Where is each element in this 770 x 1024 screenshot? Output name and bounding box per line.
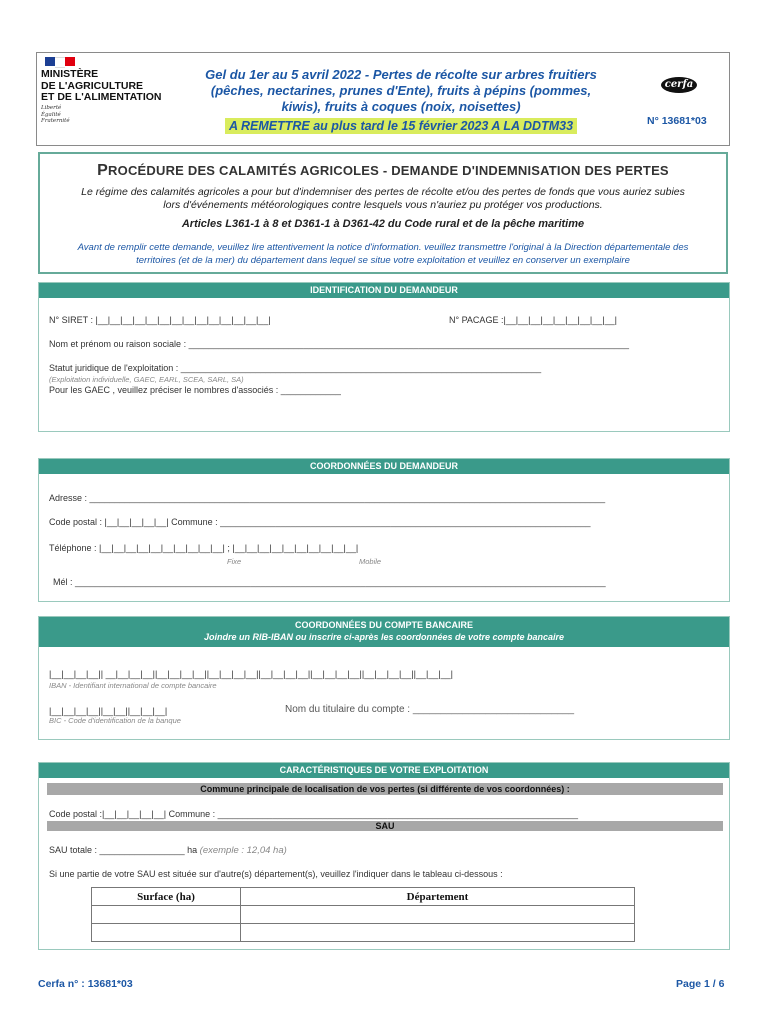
loss-postal-code-field[interactable]: Code postal :|__|__|__|__|__| Commune : ________________________________________________________________________ <box>49 809 579 819</box>
cerfa-logo: cerfa <box>661 77 697 93</box>
procedure-warning: Avant de remplir cette demande, veuillez lire attentivement la notice d'information. veuillez transmettre l'original à la Direction départementale des territoires (et de la mer) du département dans lequel se situe votre exploitation et veuillez en conserver un exemplaire <box>77 242 689 266</box>
deadline-notice: A REMETTRE au plus tard le 15 février 2023 A LA DDTM33 <box>171 119 631 133</box>
procedure-intro: Le régime des calamités agricoles a pour but d'indemniser des pertes de récolte et/ou des pertes de fonds que vous auriez subies lors d'événements météorologiques contre lesquels vous n'auriez pu protéger vos productions. <box>81 186 685 211</box>
pacage-field[interactable]: N° PACAGE :|__|__|__|__|__|__|__|__|__| <box>449 315 617 325</box>
marianne-logo <box>45 57 75 66</box>
page-number: Page 1 / 6 <box>676 978 725 990</box>
account-holder-field[interactable]: Nom du titulaire du compte : _____________________________ <box>285 704 575 715</box>
sau-example: (exemple : 12,04 ha) <box>199 845 287 856</box>
section-header <box>39 617 729 647</box>
gaec-associates-field[interactable]: Pour les GAEC , veuillez préciser le nombres d'associés : ____________ <box>49 385 341 395</box>
procedure-title: PROCÉDURE DES CALAMITÉS AGRICOLES - DEMANDE D'INDEMNISATION DES PERTES <box>97 162 669 179</box>
department-cell[interactable] <box>241 906 635 924</box>
bic-field[interactable]: |__|__|__|__||__|__||__|__|__| <box>49 706 168 716</box>
bic-hint: BIC - Code d'identification de la banque <box>49 716 181 725</box>
siret-field[interactable]: N° SIRET : |__|__|__|__|__|__|__|__|__|__|__|__|__|__| <box>49 315 271 325</box>
footer-cerfa-number: Cerfa n° : 13681*03 <box>38 978 133 990</box>
legal-articles: Articles L361-1 à 8 et D361-1 à D361-42 du Code rural et de la pêche maritime <box>181 218 585 230</box>
iban-hint: IBAN - Identifiant international de compte bancaire <box>49 681 217 690</box>
section-title: COORDONNÉES DU COMPTE BANCAIRE <box>294 620 473 630</box>
section-title: IDENTIFICATION DU DEMANDEUR <box>39 283 729 298</box>
iban-field[interactable]: |__|__|__|__|| __|__|__|__||__|__|__|__||__|__|__|__||__|__|__|__||__|__|__|__||__|__|__|__||__|__|__| <box>49 669 454 679</box>
phone-mobile-label: Mobile <box>359 557 382 566</box>
commune-bar: Commune principale de localisation de vos pertes (si différente de vos coordonnées) : <box>47 783 723 795</box>
republic-motto: Liberté Égalité Fraternité <box>41 105 70 124</box>
procedure-box <box>38 152 728 274</box>
email-field[interactable]: Mél : __________________________________________________________________________________________________________ <box>53 577 606 587</box>
ministry-name: MINISTÈRE DE L'AGRICULTURE ET DE L'ALIMENTATION <box>41 68 162 103</box>
sau-note: Si une partie de votre SAU est située sur d'autre(s) département(s), veuillez l'indiquer dans le tableau ci-dessous : <box>49 869 503 879</box>
surface-cell[interactable] <box>92 924 241 942</box>
name-field[interactable]: Nom et prénom ou raison sociale : ________________________________________________________________________________________ <box>49 339 630 349</box>
sau-table <box>91 887 635 942</box>
surface-column-header: Surface (ha) <box>92 888 241 906</box>
surface-cell[interactable] <box>92 906 241 924</box>
legal-status-hint: (Exploitation individuelle, GAEC, EARL, SCEA, SARL, SA) <box>49 375 244 384</box>
contact-section <box>38 458 730 602</box>
table-row <box>92 906 635 924</box>
phone-fixed-label: Fixe <box>227 557 242 566</box>
section-title: COORDONNÉES DU DEMANDEUR <box>39 459 729 474</box>
section-subtitle: Joindre un RIB-IBAN ou inscrire ci-après les coordonnées de votre compte bancaire <box>203 632 565 642</box>
bank-account-section <box>38 616 730 740</box>
table-header-row <box>92 888 635 906</box>
postal-code-commune-field[interactable]: Code postal : |__|__|__|__|__| Commune : __________________________________________________________________________ <box>49 517 591 527</box>
cerfa-number: N° 13681*03 <box>647 115 707 127</box>
department-column-header: Département <box>241 888 635 906</box>
legal-status-field[interactable]: Statut juridique de l'exploitation : ________________________________________________________________________ <box>49 363 542 373</box>
sau-bar: SAU <box>47 821 723 831</box>
form-title: Gel du 1er au 5 avril 2022 - Pertes de récolte sur arbres fruitiers (pêches, nectarines, prunes d'Ente), fruits à pépins (pommes, kiwis), fruits à coques (noix, noisettes) <box>205 67 597 114</box>
farm-section <box>38 762 730 950</box>
phone-field[interactable]: Téléphone : |__|__|__|__|__|__|__|__|__|__| ; |__|__|__|__|__|__|__|__|__|__| <box>49 543 359 553</box>
section-title: CARACTÉRISTIQUES DE VOTRE EXPLOITATION <box>39 763 729 778</box>
address-field[interactable]: Adresse : _______________________________________________________________________________________________________ <box>49 493 606 503</box>
table-row <box>92 924 635 942</box>
identification-section <box>38 282 730 432</box>
sau-total-field[interactable]: SAU totale : _________________ ha (exemple : 12,04 ha) <box>49 845 287 856</box>
form-header <box>36 52 730 146</box>
department-cell[interactable] <box>241 924 635 942</box>
